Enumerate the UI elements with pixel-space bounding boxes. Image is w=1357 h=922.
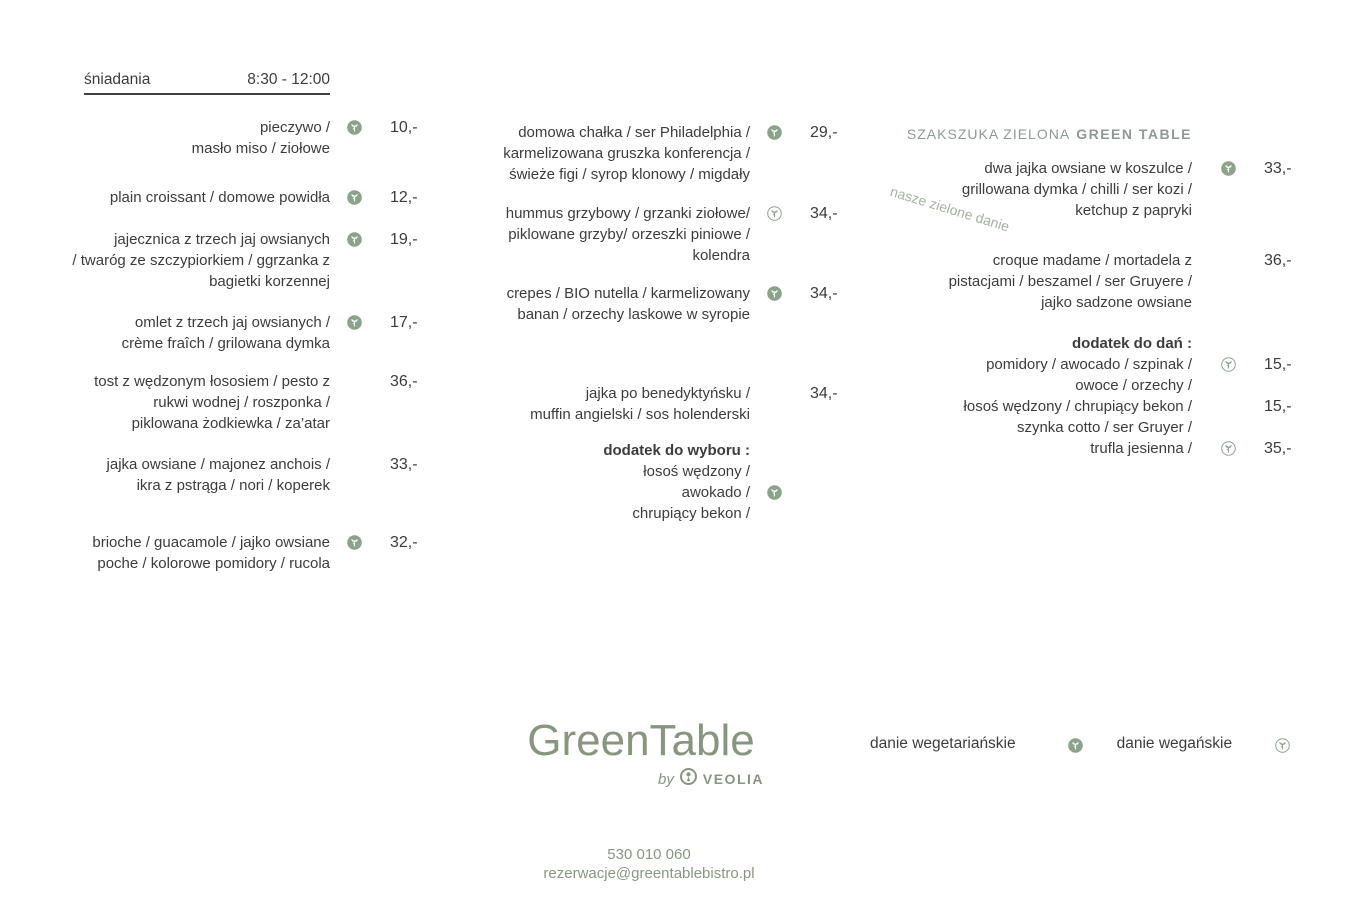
menu-item-line: pistacjami / beszamel / ser Gruyere / [948,273,1192,290]
menu-item-line: owoce / orzechy / [1075,377,1192,394]
menu-item-text [68,187,330,208]
menu-item-line: rukwi wodnej / roszponka / [153,394,330,411]
menu-item-line: jajka owsiane / majonez anchois / [106,456,330,473]
menu-item-text [930,354,1192,396]
section-title: śniadania [84,71,151,88]
veolia-icon [680,768,697,790]
menu-item-text [488,440,750,461]
menu-item-line: poche / kolorowe pomidory / rucola [97,555,330,572]
menu-item-text [68,312,330,354]
menu-item [488,482,856,503]
menu-item [930,250,1330,313]
menu-item-line: awokado / [681,484,750,501]
menu-item-line: karmelizowana gruszka konferencja / [503,145,750,162]
menu-item-text [930,333,1192,354]
menu-item-line: grillowana dymka / chilli / ser kozi / [961,181,1192,198]
menu-item-badge-slot [750,461,798,464]
menu-item-price: 34,- [810,285,838,302]
menu-item-line: łosoś wędzony / chrupiący bekon / [963,398,1192,415]
menu-item-price: 12,- [390,189,418,206]
menu-item-badge-slot [330,454,378,457]
menu-item [68,117,436,159]
menu-item-line: masło miso / ziołowe [191,140,330,157]
menu-item-line: piklowana żodkiewka / za’atar [131,415,330,432]
menu-item-price: 33,- [1264,160,1292,177]
menu-item [930,333,1330,354]
menu-item-line: dwa jajka owsiane w koszulce / [984,160,1192,177]
menu-item-line: kolendra [692,247,750,264]
menu-item-line: muffin angielski / sos holenderski [530,406,750,423]
menu-item-line: pieczywo / [259,119,330,136]
vegan-icon [750,203,798,221]
menu-item-line: omlet z trzech jaj owsianych / [134,314,330,331]
menu-item [930,354,1330,396]
menu-item [488,383,856,425]
menu-item [68,229,436,292]
menu-item [488,461,856,482]
menu-item-text [68,454,330,496]
menu-column-left [68,117,436,574]
menu-item-text [68,371,330,434]
menu-item-badge-slot [1192,396,1264,399]
vegan-icon [1192,354,1264,372]
menu-item-line: jajecznica z trzech jaj owsianych [114,231,330,248]
vegetarian-icon [1192,158,1264,176]
menu-item-price: 32,- [390,534,418,551]
menu-item-badge-slot [750,503,798,506]
menu-item-line: dodatek do wyboru : [603,442,750,459]
legend-vegetarian-label: danie wegetariańskie [870,735,1016,752]
restaurant-logo [516,718,766,790]
menu-item-text [488,283,750,325]
menu-item-price: 15,- [1264,356,1292,373]
vegetarian-icon [330,229,378,247]
menu-item-price: 29,- [810,124,838,141]
menu-item-text [488,503,750,524]
menu-item-price: 34,- [810,205,838,222]
szakszuka-label: SZAKSZUKA ZIELONA [906,126,1071,142]
menu-item [68,532,436,574]
menu-item [488,122,856,185]
menu-item-line: świeże figi / syrop klonowy / migdały [509,166,750,183]
menu-item-text [930,396,1192,438]
vegan-icon [1275,736,1290,753]
menu-item-text [930,438,1192,459]
menu-item-line: crepes / BIO nutella / karmelizowany [506,285,750,302]
section-hours: 8:30 - 12:00 [247,71,330,88]
menu-item-badge-slot [330,371,378,374]
menu-item [68,371,436,434]
menu-item-text [68,117,330,159]
menu-item-line: łosoś wędzony / [643,463,750,480]
menu-item-badge-slot [1192,333,1264,336]
menu-item-badge-slot [750,440,798,443]
menu-item-text [930,250,1192,313]
menu-item-badge-slot [1192,250,1264,253]
menu-column-middle [488,122,856,524]
vegetarian-icon [750,122,798,140]
menu-item-line: dodatek do dań : [1072,335,1192,352]
menu-item-price: 19,- [390,231,418,248]
menu-item-price: 10,- [390,119,418,136]
menu-item-text [68,532,330,574]
menu-item-text [488,383,750,425]
menu-item-price: 36,- [1264,252,1292,269]
menu-item-badge-slot [750,383,798,386]
menu-item-price: 36,- [390,373,418,390]
menu-item-line: plain croissant / domowe powidła [109,189,330,206]
menu-item-line: banan / orzechy laskowe w syropie [517,306,750,323]
menu-item-line: piklowane grzyby/ orzeszki piniowe / [508,226,750,243]
menu-item-line: ikra z pstrąga / nori / koperek [136,477,330,494]
vegetarian-icon [330,532,378,550]
menu-item [930,438,1330,459]
legend-vegan-label: danie wegańskie [1116,735,1233,752]
contact-block [489,845,809,883]
menu-item-line: tost z wędzonym łososiem / pesto z [94,373,330,390]
menu-item-line: pomidory / awocado / szpinak / [986,356,1192,373]
menu-item-price: 17,- [390,314,418,331]
menu-item-text [488,461,750,482]
szakszuka-brand: GREEN TABLE [1076,126,1192,142]
contact-email: rezerwacje@greentablebistro.pl [543,865,755,882]
byline-veolia: VEOLIA [702,771,764,787]
menu-item-line: domowa chałka / ser Philadelphia / [518,124,750,141]
menu-item-line: crème fraîch / grilowana dymka [121,335,330,352]
vegetarian-icon [1068,736,1083,753]
menu-item-line: jajko sadzone owsiane [1041,294,1192,311]
contact-phone: 530 010 060 [607,846,691,863]
menu-item [488,203,856,266]
menu-item-text [488,122,750,185]
menu-item [68,454,436,496]
logo-byline [516,768,766,790]
menu-item-price: 15,- [1264,398,1292,415]
menu-item-line: jajka po benedyktyńsku / [585,385,750,402]
menu-item [68,312,436,354]
vegetarian-icon [330,187,378,205]
menu-item [68,187,436,208]
menu-item-line: brioche / guacamole / jajko owsiane [92,534,330,551]
vegetarian-icon [330,312,378,330]
menu-item-line: ketchup z papryki [1075,202,1192,219]
menu-item-line: hummus grzybowy / grzanki ziołowe/ [505,205,750,222]
vegetarian-icon [750,482,798,500]
byline-by: by [658,770,674,788]
menu-item-price: 35,- [1264,440,1292,457]
menu-item [488,503,856,524]
menu-item [488,440,856,461]
menu-item-text [488,203,750,266]
vegetarian-icon [330,117,378,135]
menu-item-line: trufla jesienna / [1090,440,1192,457]
menu-item-text [488,482,750,503]
menu-item-line: szynka cotto / ser Gruyer / [1016,419,1192,436]
menu-item [488,283,856,325]
logo-wordmark: GreenTable [527,716,755,765]
menu-item-price: 33,- [390,456,418,473]
menu-column-right [930,158,1330,459]
diet-legend [870,735,1290,753]
menu-item [930,396,1330,438]
menu-item [930,158,1330,221]
vegetarian-icon [750,283,798,301]
vegan-icon [1192,438,1264,456]
menu-item-line: / twaróg ze szczypiorkiem / ggrzanka z [72,252,330,269]
menu-item-line: croque madame / mortadela z [992,252,1192,269]
menu-item-line: bagietki korzennej [209,273,330,290]
szakszuka-heading [907,126,1192,142]
menu-item-text [68,229,330,292]
menu-item-price: 34,- [810,385,838,402]
menu-section-header [84,71,330,95]
green-dish-note: nasze zielone danie [888,183,1012,235]
menu-item-line: chrupiący bekon / [632,505,750,522]
